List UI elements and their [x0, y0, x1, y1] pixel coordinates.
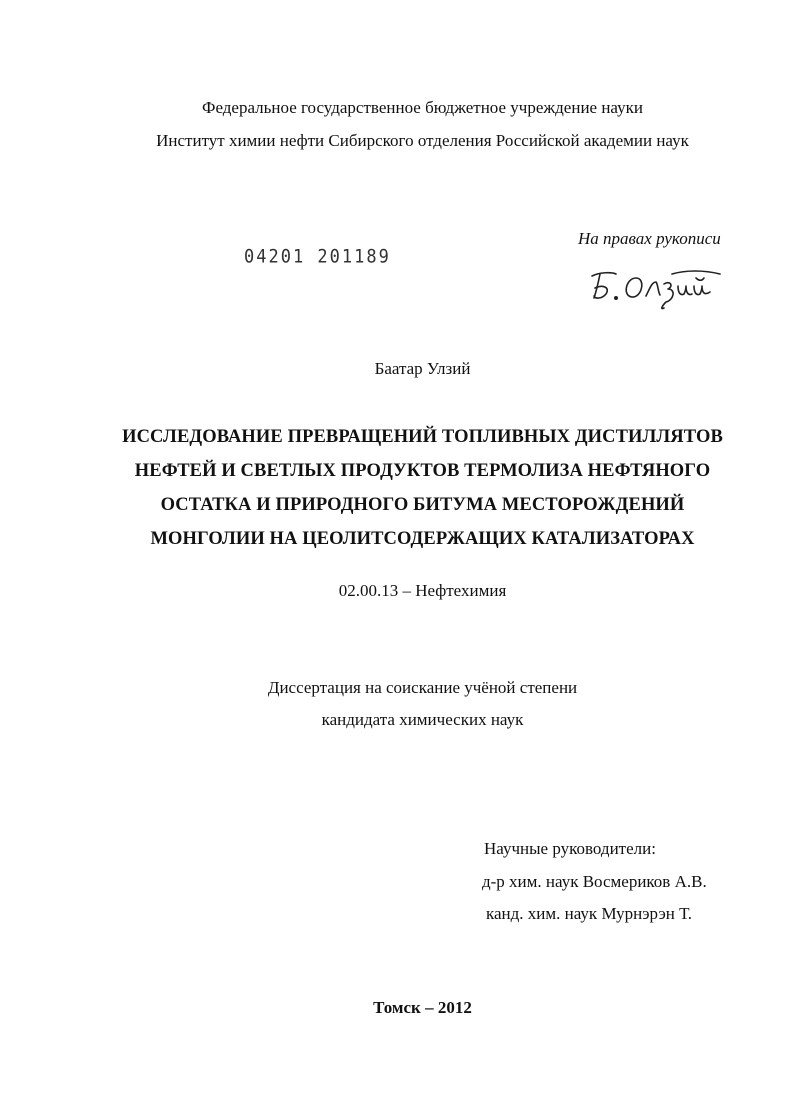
dissertation-title	[26, 420, 793, 556]
dissertation-line-1: Диссертация на соискание учёной степени	[267, 678, 578, 697]
city-year: Томск – 2012	[373, 998, 472, 1017]
title-line-1: ИССЛЕДОВАНИЕ ПРЕВРАЩЕНИЙ ТОПЛИВНЫХ ДИСТИЛЛЯТОВ	[122, 427, 723, 447]
title-line-2: НЕФТЕЙ И СВЕТЛЫХ ПРОДУКТОВ ТЕРМОЛИЗА НЕФТЯНОГО	[134, 461, 711, 481]
rights-note: На правах рукописи	[578, 229, 721, 248]
supervisor-2: канд. хим. наук Мурнэрэн Т.	[486, 904, 693, 923]
specialty-code: 02.00.13 – Нефтехимия	[338, 581, 507, 600]
author-name: Баатар Улзий	[374, 359, 471, 378]
organization-line-2: Институт химии нефти Сибирского отделения Российской академии наук	[156, 131, 689, 150]
organization-line-1: Федеральное государственное бюджетное учреждение науки	[202, 98, 643, 117]
handwritten-signature	[586, 262, 726, 314]
dissertation-line-2: кандидата химических наук	[321, 710, 524, 729]
registry-number: 04201 201189	[244, 246, 391, 268]
supervisor-1: д-р хим. наук Восмериков А.В.	[482, 872, 707, 891]
supervisors-heading: Научные руководители:	[484, 839, 656, 858]
title-line-3: ОСТАТКА И ПРИРОДНОГО БИТУМА МЕСТОРОЖДЕНИЙ	[160, 495, 685, 515]
title-line-4: МОНГОЛИИ НА ЦЕОЛИТСОДЕРЖАЩИХ КАТАЛИЗАТОРАХ	[150, 529, 695, 549]
